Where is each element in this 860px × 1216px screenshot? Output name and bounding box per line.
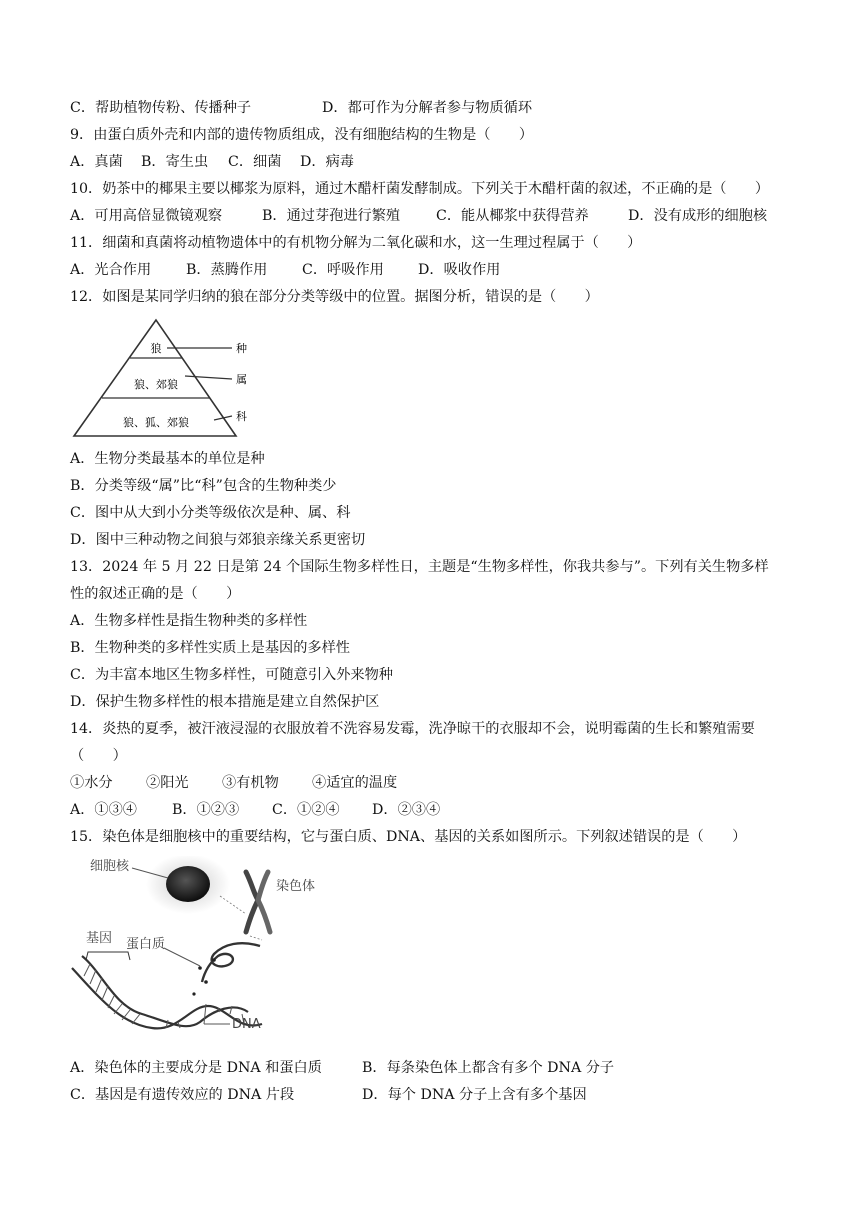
q13-option-c: C．为丰富本地区生物多样性，可随意引入外来物种 [70,667,393,683]
histone-dot [212,958,216,962]
q10-option-b: B．通过芽孢进行繁殖 [262,208,401,224]
q14-condition-1: ①水分 [70,775,113,791]
q13-stem-line1: 13．2024 年 5 月 22 日是第 24 个国际生物多样性日，主题是“生物多样性，你我共参与”。下列有关生物多样 [70,559,769,575]
rank-label-family: 科 [236,410,247,423]
q8-option-c: C．帮助植物传粉、传播种子 [70,100,252,116]
q9-option-c: C．细菌 [228,154,282,170]
q12-option-a: A．生物分类最基本的单位是种 [70,451,265,467]
q8-option-d: D．都可作为分解者参与物质循环 [322,100,533,116]
q9-option-a: A．真菌 [70,154,123,170]
q10-option-c: C．能从椰浆中获得营养 [436,208,589,224]
q14-condition-3: ③有机物 [222,775,279,791]
label-gene: 基因 [86,931,113,946]
q13-option-d: D．保护生物多样性的根本措施是建立自然保护区 [70,694,380,710]
pyramid-tier-genus: 狼、郊狼 [134,378,178,391]
taxonomy-pyramid-figure [70,316,270,442]
q11-option-c: C．呼吸作用 [302,262,384,278]
q15-option-d: D．每个 DNA 分子上含有多个基因 [362,1087,587,1103]
q14-option-b: B．①②③ [172,802,240,818]
q9-option-d: D．病毒 [300,154,354,170]
nucleus [166,866,210,902]
q13-option-a: A．生物多样性是指生物种类的多样性 [70,613,308,629]
q15-stem: 15．染色体是细胞核中的重要结构，它与蛋白质、DNA、基因的关系如图所示。下列叙述错误的是（ ） [70,829,747,845]
q14-condition-4: ④适宜的温度 [312,775,398,791]
q11-option-a: A．光合作用 [70,262,152,278]
q10-option-d: D．没有成形的细胞核 [628,208,768,224]
rank-label-genus: 属 [236,373,247,386]
label-protein: 蛋白质 [126,937,166,952]
q12-option-c: C．图中从大到小分类等级依次是种、属、科 [70,505,351,521]
gene-bracket [86,952,130,960]
label-nucleus: 细胞核 [90,859,130,874]
label-chromosome: 染色体 [276,879,316,894]
chromosome [246,872,270,932]
q9-option-b: B．寄生虫 [141,154,209,170]
histone-dot [198,966,202,970]
q14-option-d: D．②③④ [372,802,441,818]
chromosome-dna-figure [68,856,378,1050]
chromatin-coil [202,943,260,982]
q14-condition-2: ②阳光 [146,775,189,791]
pyramid-tier-species: 狼 [150,342,162,355]
label-dna: DNA [232,1017,261,1032]
q14-stem-line2: （ ） [70,748,127,764]
q11-stem: 11．细菌和真菌将动植物遗体中的有机物分解为二氧化碳和水，这一生理过程属于（ ） [70,235,642,251]
leader-protein [164,948,200,966]
q11-option-b: B．蒸腾作用 [186,262,268,278]
q15-option-c: C．基因是有遗传效应的 DNA 片段 [70,1087,295,1103]
q10-option-a: A．可用高倍显微镜观察 [70,208,223,224]
q12-option-b: B．分类等级“属”比“科”包含的生物种类少 [70,478,337,494]
q11-option-d: D．吸收作用 [418,262,501,278]
rank-label-species: 种 [236,342,247,355]
histone-dot [192,992,195,995]
q9-stem: 9．由蛋白质外壳和内部的遗传物质组成，没有细胞结构的生物是（ ） [70,127,534,143]
q12-stem: 12．如图是某同学归纳的狼在部分分类等级中的位置。据图分析，错误的是（ ） [70,289,599,305]
q12-option-d: D．图中三种动物之间狼与郊狼亲缘关系更密切 [70,532,366,548]
q13-stem-line2: 性的叙述正确的是（ ） [70,586,241,602]
q15-option-a: A．染色体的主要成分是 DNA 和蛋白质 [70,1060,322,1076]
q14-stem-line1: 14．炎热的夏季，被汗液浸湿的衣服放着不洗容易发霉，洗净晾干的衣服却不会，说明霉菌的生长和繁殖需要 [70,721,755,737]
q14-option-c: C．①②④ [272,802,340,818]
q13-option-b: B．生物种类的多样性实质上是基因的多样性 [70,640,350,656]
zoom-line-2 [250,936,262,940]
zoom-line-1 [220,896,246,914]
q10-stem: 10．奶茶中的椰果主要以椰浆为原料，通过木醋杆菌发酵制成。下列关于木醋杆菌的叙述，不正确的是（ ） [70,181,770,197]
q15-option-b: B．每条染色体上都含有多个 DNA 分子 [362,1060,615,1076]
pyramid-tier-family: 狼、狐、郊狼 [123,416,189,429]
histone-dot [204,980,208,984]
q14-option-a: A．①③④ [70,802,137,818]
